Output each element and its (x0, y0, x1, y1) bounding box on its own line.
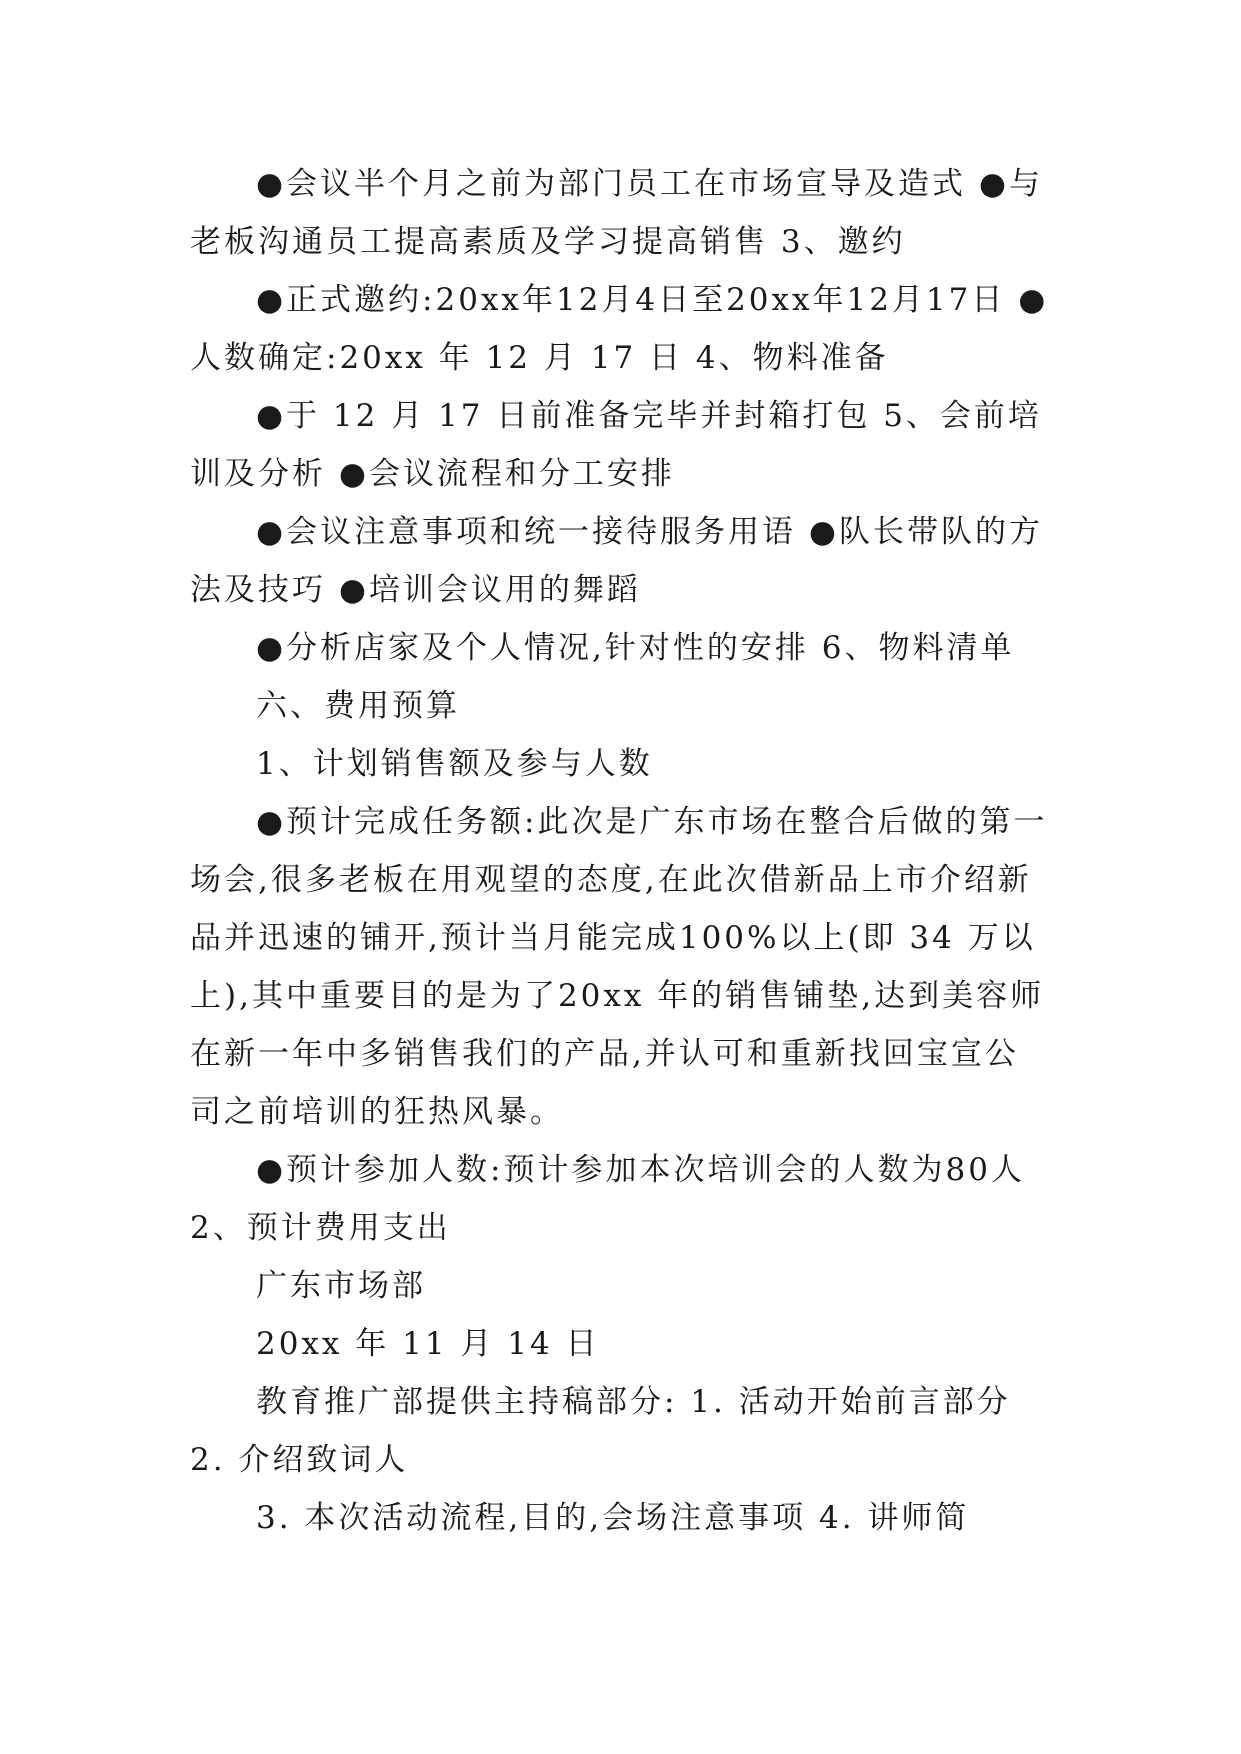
paragraph-meeting-notes: ●会议注意事项和统一接待服务用语 ●队长带队的方法及技巧 ●培训会议用的舞蹈 (190, 514, 1043, 608)
heading-sales-plan: 1、计划销售额及参与人数 (256, 746, 653, 782)
paragraph-sales-target: ●预计完成任务额:此次是广东市场在整合后做的第一场会,很多老板在用观望的态度,在此次借新品上市介绍新品并迅速的铺开,预计当月能完成100%以上(即 34 万以上),其中重要目的是为了20xx 年的销售铺垫,达到美容师在新一年中多销售我们的产品,并认可和重新找回宝宣公司之前培训的狂热风暴。 (190, 804, 1048, 1130)
signature-department: 广东市场部 (256, 1268, 426, 1304)
heading-budget: 六、费用预算 (256, 688, 460, 724)
paragraph-materials-prep: ●于 12 月 17 日前准备完毕并封箱打包 5、会前培训及分析 ●会议流程和分工安排 (190, 398, 1042, 492)
signature-date: 20xx 年 11 月 14 日 (256, 1326, 600, 1362)
paragraph-host-item-3: 3. 本次活动流程,目的,会场注意事项 4. 讲师简 (256, 1500, 970, 1536)
paragraph-meeting-prep: ●会议半个月之前为部门员工在市场宣导及造式 ●与老板沟通员工提高素质及学习提高销售 3、邀约 (190, 166, 1043, 260)
paragraph-attendance: ●预计参加人数:预计参加本次培训会的人数为80人 2、预计费用支出 (190, 1152, 1038, 1246)
paragraph-host-script: 教育推广部提供主持稿部分: 1. 活动开始前言部分 (256, 1384, 1011, 1420)
document-body (190, 155, 1050, 1547)
paragraph-invitation: ●正式邀约:20xx年12月4日至20xx年12月17日 ●人数确定:20xx 年 12 月 17 日 4、物料准备 (190, 282, 1049, 376)
paragraph-host-item-2: 2. 介绍致词人 (190, 1442, 409, 1478)
paragraph-store-analysis: ●分析店家及个人情况,针对性的安排 6、物料清单 (256, 630, 1015, 666)
